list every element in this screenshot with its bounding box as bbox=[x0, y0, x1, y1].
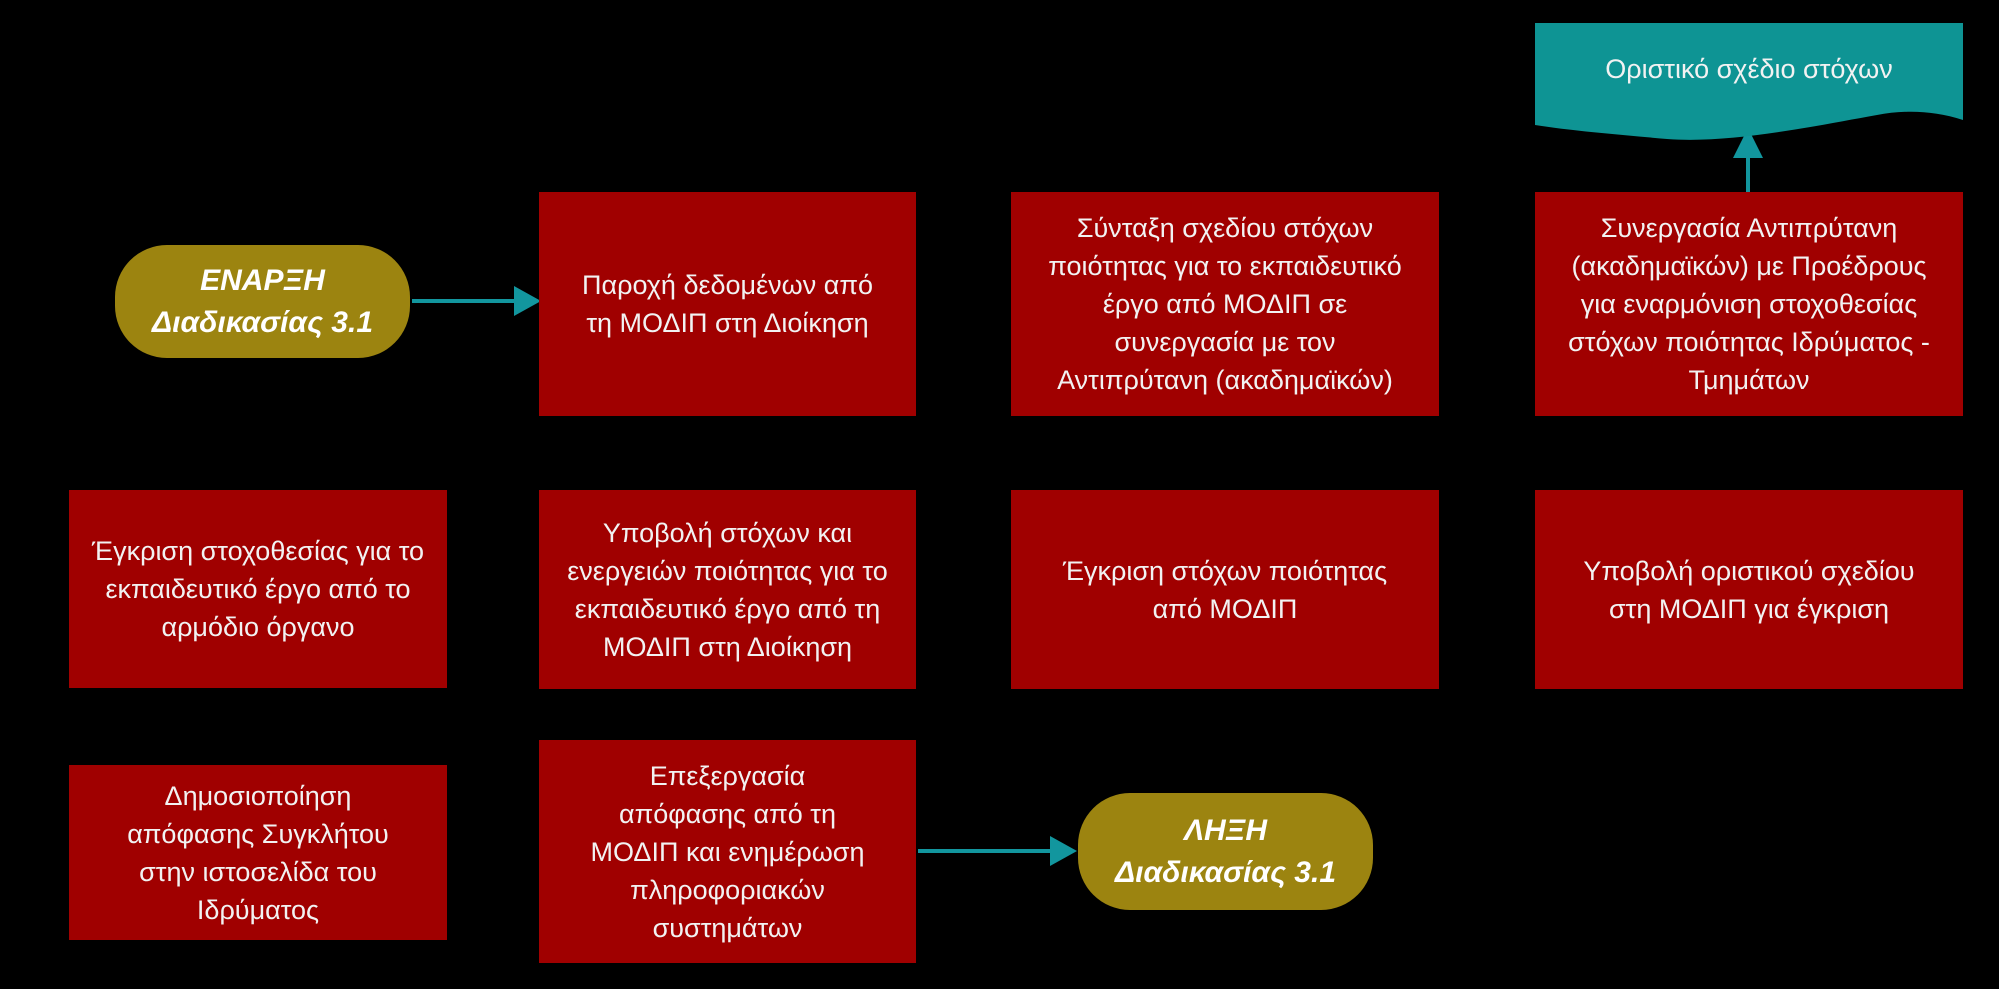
process-publish-decision bbox=[69, 765, 447, 940]
process-process-decision-label: Επεξεργασία απόφασης από τη ΜΟΔΙΠ και ενημέρωση πληροφοριακών συστημάτων bbox=[590, 760, 865, 943]
process-submit-goals bbox=[539, 490, 916, 689]
start-terminator bbox=[115, 245, 410, 358]
process-approve-quality-goals-label: Έγκριση στόχων ποιότητας από ΜΟΔΙΠ bbox=[1062, 555, 1388, 624]
process-submit-final-plan-label: Υποβολή οριστικού σχεδίου στη ΜΟΔΙΠ για έγκριση bbox=[1583, 555, 1915, 624]
process-draft-goals-label: Σύνταξη σχεδίου στόχων ποιότητας για το εκπαιδευτικό έργο από ΜΟΔΙΠ σε συνεργασία με τον Αντιπρύτανη (ακαδημαϊκών) bbox=[1048, 213, 1402, 395]
process-approve-targets bbox=[69, 490, 447, 688]
arrow-start-to-provide-data bbox=[412, 286, 541, 316]
process-collaboration-label: Συνεργασία Αντιπρύτανη (ακαδημαϊκών) με Προέδρους για εναρμόνιση στοχοθεσίας στόχων ποιότητας Ιδρύματος - Τμημάτων bbox=[1568, 213, 1930, 395]
process-process-decision bbox=[539, 740, 916, 963]
document-final-plan bbox=[1535, 23, 1963, 143]
process-submit-final-plan bbox=[1535, 490, 1963, 689]
process-provide-data bbox=[539, 192, 916, 416]
end-label-line2: Διαδικασίας 3.1 bbox=[1114, 855, 1336, 889]
process-submit-goals-label: Υποβολή στόχων και ενεργειών ποιότητας για το εκπαιδευτικό έργο από τη ΜΟΔΙΠ στη Διοίκηση bbox=[567, 517, 888, 662]
process-approve-quality-goals bbox=[1011, 490, 1439, 689]
document-label: Οριστικό σχέδιο στόχων bbox=[1605, 53, 1893, 84]
end-terminator bbox=[1078, 793, 1373, 910]
process-publish-decision-label: Δημοσιοποίηση απόφασης Συγκλήτου στην ιστοσελίδα του Ιδρύματος bbox=[127, 780, 389, 925]
process-provide-data-label: Παροχή δεδομένων από τη ΜΟΔΙΠ στη Διοίκηση bbox=[582, 270, 873, 338]
end-label-line1: ΛΗΞΗ bbox=[1183, 813, 1268, 847]
arrow-process-decision-to-end bbox=[918, 836, 1077, 866]
process-collaboration bbox=[1535, 192, 1963, 416]
start-label-line1: ΕΝΑΡΞΗ bbox=[200, 263, 325, 297]
process-draft-goals bbox=[1011, 192, 1439, 416]
process-approve-targets-label: Έγκριση στοχοθεσίας για το εκπαιδευτικό έργο από το αρμόδιο όργανο bbox=[91, 536, 425, 642]
start-label-line2: Διαδικασίας 3.1 bbox=[151, 305, 373, 339]
